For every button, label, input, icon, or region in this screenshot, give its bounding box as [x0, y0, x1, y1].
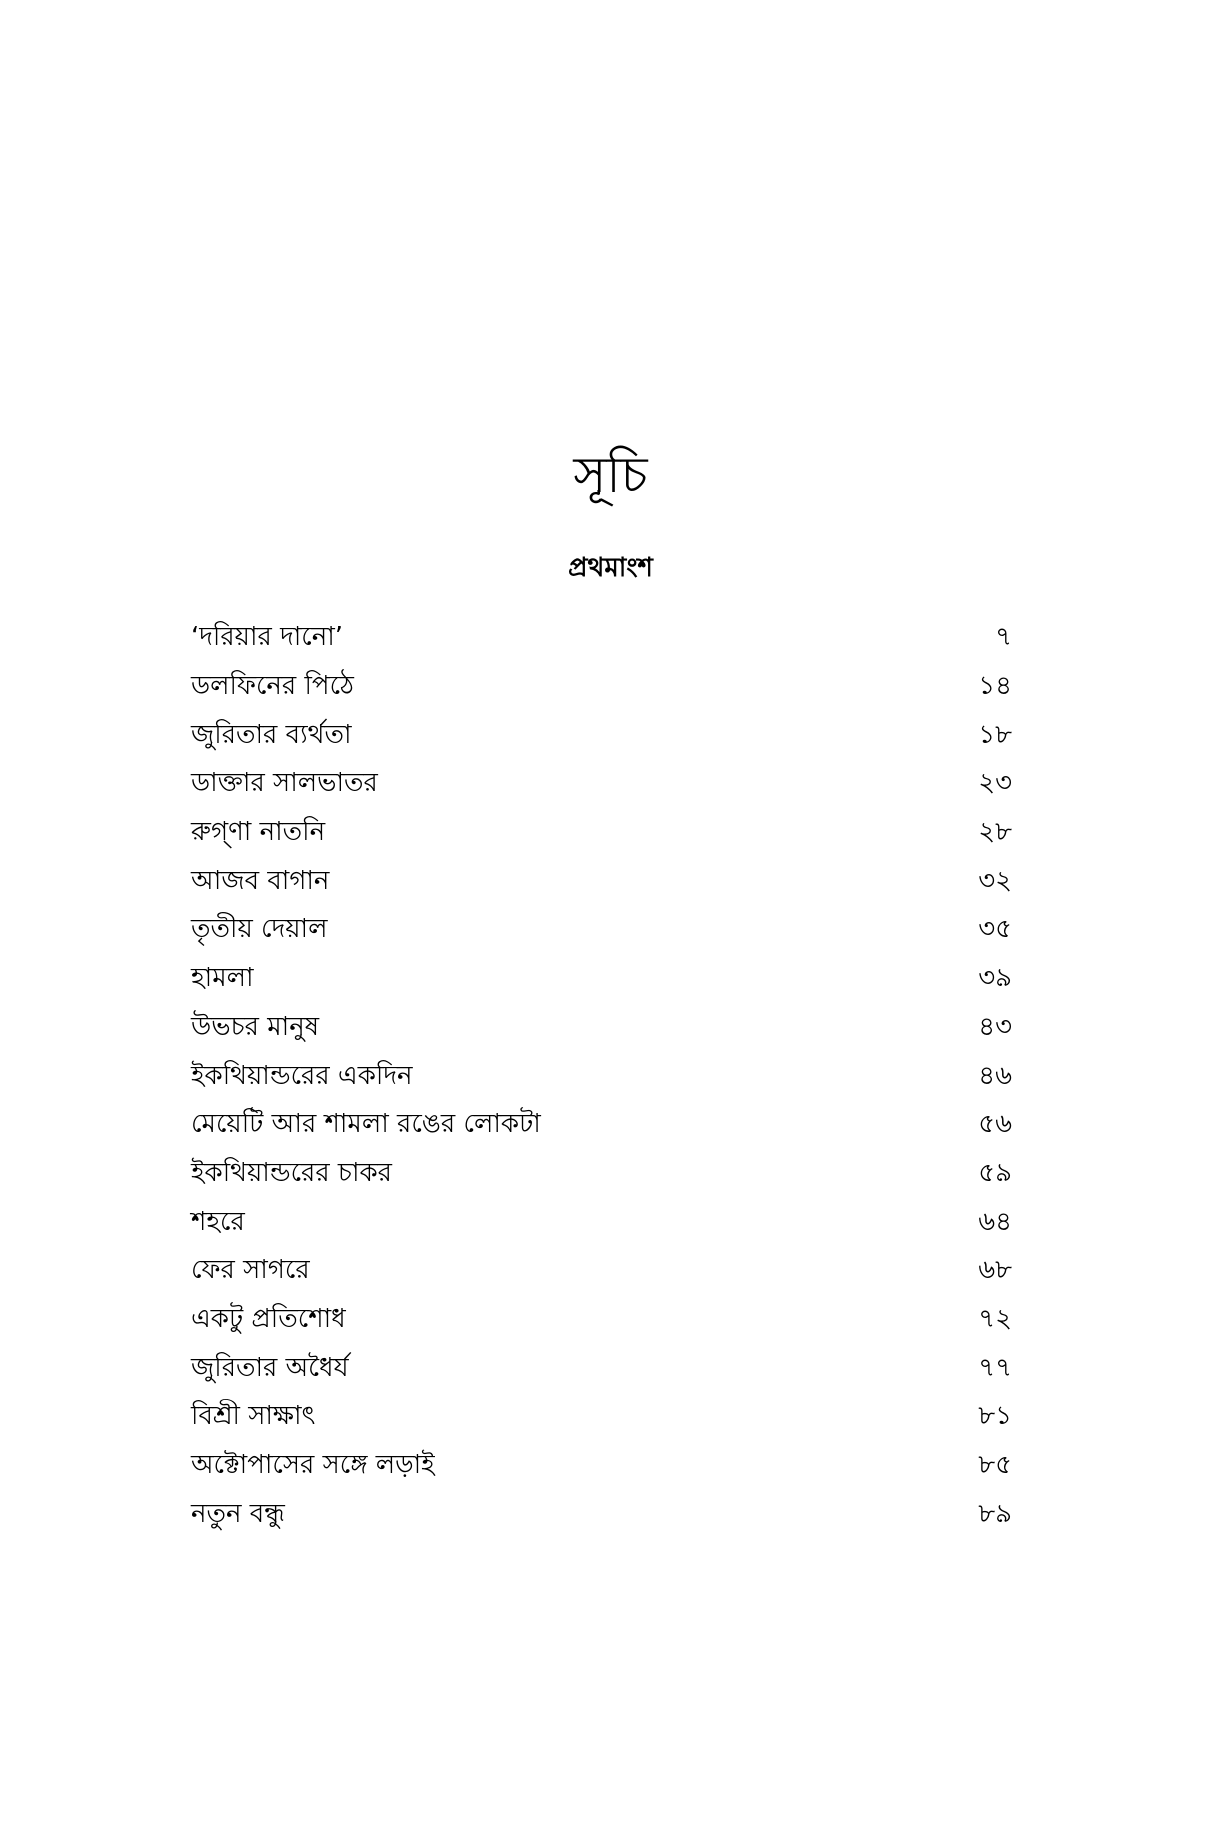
toc-entry-page: ৬৮	[978, 1255, 1012, 1286]
toc-entry-title: আজব বাগান	[191, 865, 330, 896]
toc-entry-page: ৭২	[978, 1303, 1012, 1334]
toc-row	[191, 760, 1012, 809]
toc-entry-page: ৩৯	[978, 963, 1012, 994]
toc-row	[191, 1052, 1012, 1101]
toc-entry-title: ‘দরিয়ার দানো’	[191, 622, 344, 653]
toc-entry-page: ৬৪	[978, 1206, 1012, 1237]
toc-entry-title: জুরিতার ব্যর্থতা	[191, 719, 352, 750]
section-heading: প্রথমাংশ	[568, 553, 653, 583]
page-title: সূচি	[573, 446, 648, 504]
toc-row	[191, 1101, 1012, 1150]
toc-entry-title: উভচর মানুষ	[191, 1011, 320, 1042]
toc-row	[191, 1004, 1012, 1053]
toc-entry-title: জুরিতার অধৈর্য	[191, 1352, 349, 1383]
table-of-contents	[191, 614, 1012, 1539]
toc-entry-title: ফের সাগরে	[191, 1255, 310, 1286]
toc-entry-title: ইকথিয়ান্ডরের একদিন	[191, 1060, 413, 1091]
toc-row	[191, 809, 1012, 858]
toc-row	[191, 1150, 1012, 1199]
toc-row	[191, 1344, 1012, 1393]
toc-row	[191, 711, 1012, 760]
toc-row	[191, 1296, 1012, 1345]
toc-entry-title: ডাক্তার সালভাতর	[191, 768, 378, 799]
toc-entry-page: ৭	[995, 622, 1012, 653]
toc-entry-page: ৮৯	[978, 1498, 1012, 1529]
toc-entry-title: একটু প্রতিশোধ	[191, 1303, 346, 1334]
toc-row	[191, 1198, 1012, 1247]
toc-entry-title: ডলফিনের পিঠে	[191, 671, 354, 702]
toc-entry-page: ১৮	[978, 719, 1012, 750]
toc-entry-title: ইকথিয়ান্ডরের চাকর	[191, 1157, 392, 1188]
toc-entry-title: অক্টোপাসের সঙ্গে লড়াই	[191, 1450, 435, 1481]
toc-row	[191, 857, 1012, 906]
toc-row	[191, 663, 1012, 712]
toc-entry-page: ৫৯	[978, 1157, 1012, 1188]
toc-entry-page: ৪৩	[978, 1011, 1012, 1042]
toc-entry-page: ৮১	[978, 1401, 1012, 1432]
toc-entry-page: ৪৬	[978, 1060, 1012, 1091]
toc-row	[191, 906, 1012, 955]
toc-entry-page: ২৮	[978, 817, 1012, 848]
toc-row	[191, 614, 1012, 663]
toc-entry-page: ৫৬	[978, 1109, 1012, 1140]
toc-entry-page: ৩২	[978, 865, 1012, 896]
toc-row	[191, 955, 1012, 1004]
toc-entry-title: শহরে	[191, 1206, 245, 1237]
toc-entry-page: ৮৫	[978, 1450, 1012, 1481]
toc-entry-title: তৃতীয় দেয়াল	[191, 914, 328, 945]
toc-row	[191, 1490, 1012, 1539]
toc-entry-title: হামলা	[191, 963, 254, 994]
toc-entry-title: নতুন বন্ধু	[191, 1498, 285, 1529]
toc-row	[191, 1442, 1012, 1491]
toc-entry-title: বিশ্রী সাক্ষাৎ	[191, 1401, 316, 1432]
toc-entry-page: ৭৭	[978, 1352, 1012, 1383]
toc-entry-page: ৩৫	[978, 914, 1012, 945]
toc-entry-title: রুগ্‌ণা নাতনি	[191, 817, 326, 848]
toc-row	[191, 1247, 1012, 1296]
toc-row	[191, 1393, 1012, 1442]
toc-entry-title: মেয়েটি আর শামলা রঙের লোকটা	[191, 1109, 541, 1140]
toc-entry-page: ২৩	[978, 768, 1012, 799]
toc-entry-page: ১৪	[978, 671, 1012, 702]
